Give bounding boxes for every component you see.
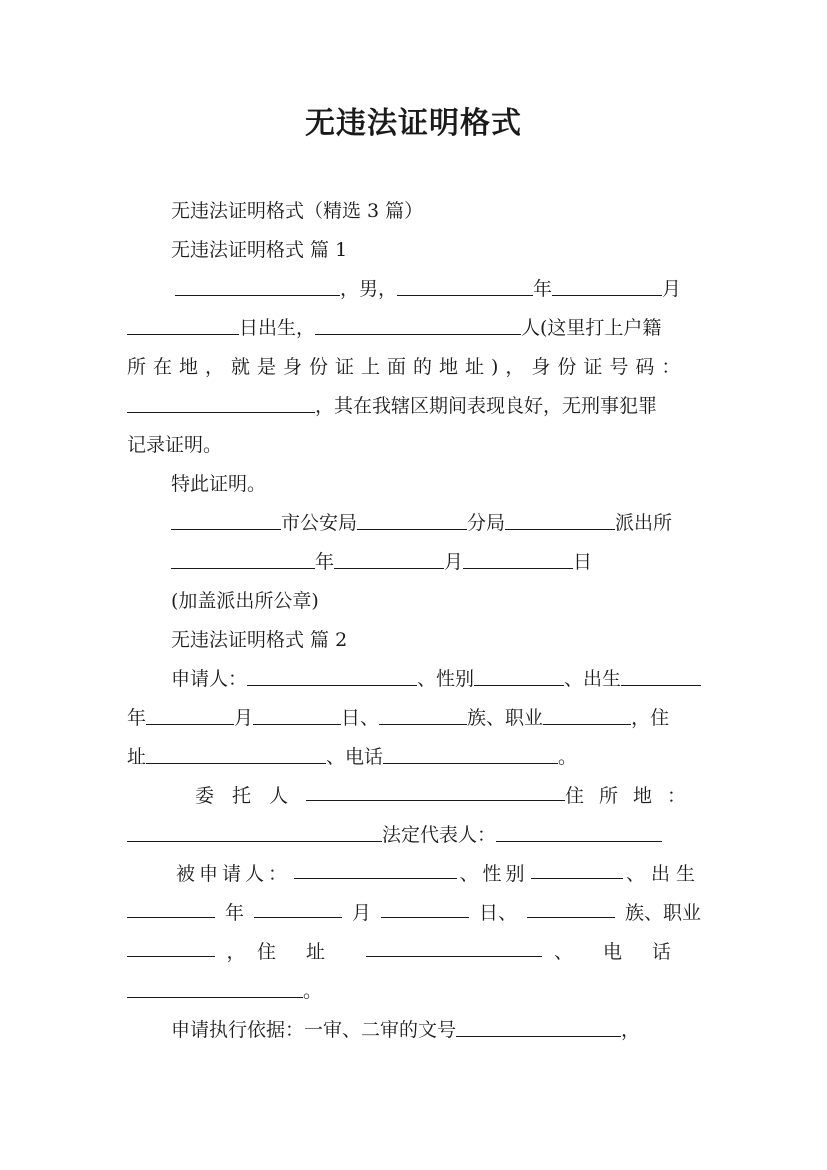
ethnic2-label: 族、职业 — [624, 902, 701, 924]
date-month-label: 月 — [444, 551, 464, 573]
case-number-blank — [456, 1014, 621, 1037]
occupation2-blank — [127, 934, 215, 957]
day2-blank — [381, 895, 469, 918]
s1-line-5 — [127, 426, 701, 464]
record-text: 记录证明。 — [127, 434, 223, 456]
intro-line — [171, 192, 701, 230]
addr-note: 所在地，就是身份证上面的地址)，身份证号码： — [127, 356, 688, 378]
s2-line-10 — [171, 1011, 701, 1049]
city-police-label: 市公安局 — [281, 512, 358, 534]
month-label: 月 — [662, 278, 682, 300]
s2-line-2 — [127, 699, 701, 737]
day-blank — [127, 312, 239, 335]
gender-label: 、性别 — [417, 668, 475, 690]
document-title: 无违法证明格式 — [305, 106, 522, 141]
name-blank — [175, 273, 340, 296]
s2-line-9 — [127, 972, 701, 1010]
date-year-blank — [171, 546, 315, 569]
legal-rep-blank — [496, 819, 662, 842]
s1-line-1 — [127, 270, 701, 308]
residence-blank — [127, 819, 382, 842]
id-number-blank — [127, 390, 315, 413]
station-blank — [505, 507, 615, 530]
year2-label: 年 — [224, 902, 244, 924]
ren-note: 人(这里打上户籍 — [521, 317, 662, 339]
s2-line-7 — [127, 894, 701, 932]
date-month-blank — [334, 546, 444, 569]
s1-line-3 — [127, 348, 701, 386]
phone-label: 、电话 — [326, 746, 384, 768]
s2-line-1 — [171, 660, 701, 698]
s1-line-7 — [171, 504, 701, 542]
comma: ， — [226, 941, 246, 963]
address-label: 住址 — [256, 941, 355, 963]
month2-blank — [254, 895, 342, 918]
hukou-blank — [315, 312, 521, 335]
s1-line-2 — [127, 309, 701, 347]
month-blank — [253, 702, 341, 725]
period2: 。 — [303, 980, 323, 1002]
s2-line-5 — [127, 816, 701, 854]
basis-label: 申请执行依据：一审、二审的文号 — [171, 1019, 457, 1041]
ethnic-blank — [379, 702, 467, 725]
month-label: 月 — [234, 707, 254, 729]
born-text: 日出生， — [239, 317, 316, 339]
basis-end: ， — [621, 1019, 641, 1041]
ethnic-label: 族、职业 — [467, 707, 544, 729]
month-blank — [552, 273, 662, 296]
conduct-text: ，其在我辖区期间表现良好，无刑事犯罪 — [315, 395, 658, 417]
month2-label: 月 — [351, 902, 371, 924]
section-2-heading — [171, 621, 701, 659]
period: 。 — [558, 746, 578, 768]
s2-line-6 — [176, 855, 701, 893]
day-label: 日、 — [341, 707, 380, 729]
s2-line-8 — [127, 933, 701, 971]
respondent-blank — [294, 856, 457, 879]
entrusted-label: 委托人 — [195, 785, 307, 807]
s2-line-3 — [127, 738, 701, 776]
day2-label: 日、 — [478, 902, 517, 924]
respondent-label: 被申请人： — [176, 863, 292, 885]
address-blank — [146, 741, 326, 764]
section-2-heading-text: 无违法证明格式 篇 2 — [171, 629, 348, 651]
occupation-blank — [543, 702, 631, 725]
ethnic2-blank — [527, 895, 615, 918]
birth-blank — [621, 663, 701, 686]
year-blank — [397, 273, 533, 296]
date-year-label: 年 — [315, 551, 335, 573]
birth-label: 、出生 — [564, 668, 622, 690]
year-blank — [146, 702, 234, 725]
residence-label: 住所地： — [564, 785, 701, 807]
year-label: 年 — [533, 278, 553, 300]
gender2-label: 、性别 — [459, 863, 529, 885]
hereby-text: 特此证明。 — [171, 473, 267, 495]
seal-note: (加盖派出所公章) — [171, 590, 319, 612]
branch-blank — [357, 507, 467, 530]
phone-blank — [383, 741, 558, 764]
intro-text: 无违法证明格式（精选 3 篇） — [171, 200, 424, 222]
date-day-blank — [463, 546, 573, 569]
phone2-blank — [127, 975, 303, 998]
zhi-label: 址 — [127, 746, 147, 768]
station-label: 派出所 — [615, 512, 673, 534]
comma-zhu: ，住 — [631, 707, 670, 729]
section-1-heading — [171, 231, 701, 269]
section-1-heading-text: 无违法证明格式 篇 1 — [171, 239, 348, 261]
s1-line-6 — [171, 465, 701, 503]
s1-line-8 — [171, 543, 701, 581]
birth2-label: 、出生 — [625, 863, 701, 885]
entrusted-blank — [306, 778, 565, 801]
date-day-label: 日 — [573, 551, 593, 573]
branch-label: 分局 — [467, 512, 506, 534]
s2-line-4 — [195, 777, 701, 815]
gender2-blank — [531, 856, 623, 879]
legal-rep-label: 法定代表人： — [382, 824, 497, 846]
applicant-label: 申请人： — [171, 668, 248, 690]
year-label: 年 — [127, 707, 147, 729]
s1-line-9 — [171, 582, 701, 620]
applicant-blank — [247, 663, 417, 686]
s1-line-4 — [127, 387, 701, 425]
gender-blank — [474, 663, 564, 686]
male-text: ，男， — [340, 278, 398, 300]
year2-blank — [127, 895, 215, 918]
phone2-label: 、电话 — [553, 941, 701, 963]
address2-blank — [366, 934, 542, 957]
city-blank — [171, 507, 281, 530]
